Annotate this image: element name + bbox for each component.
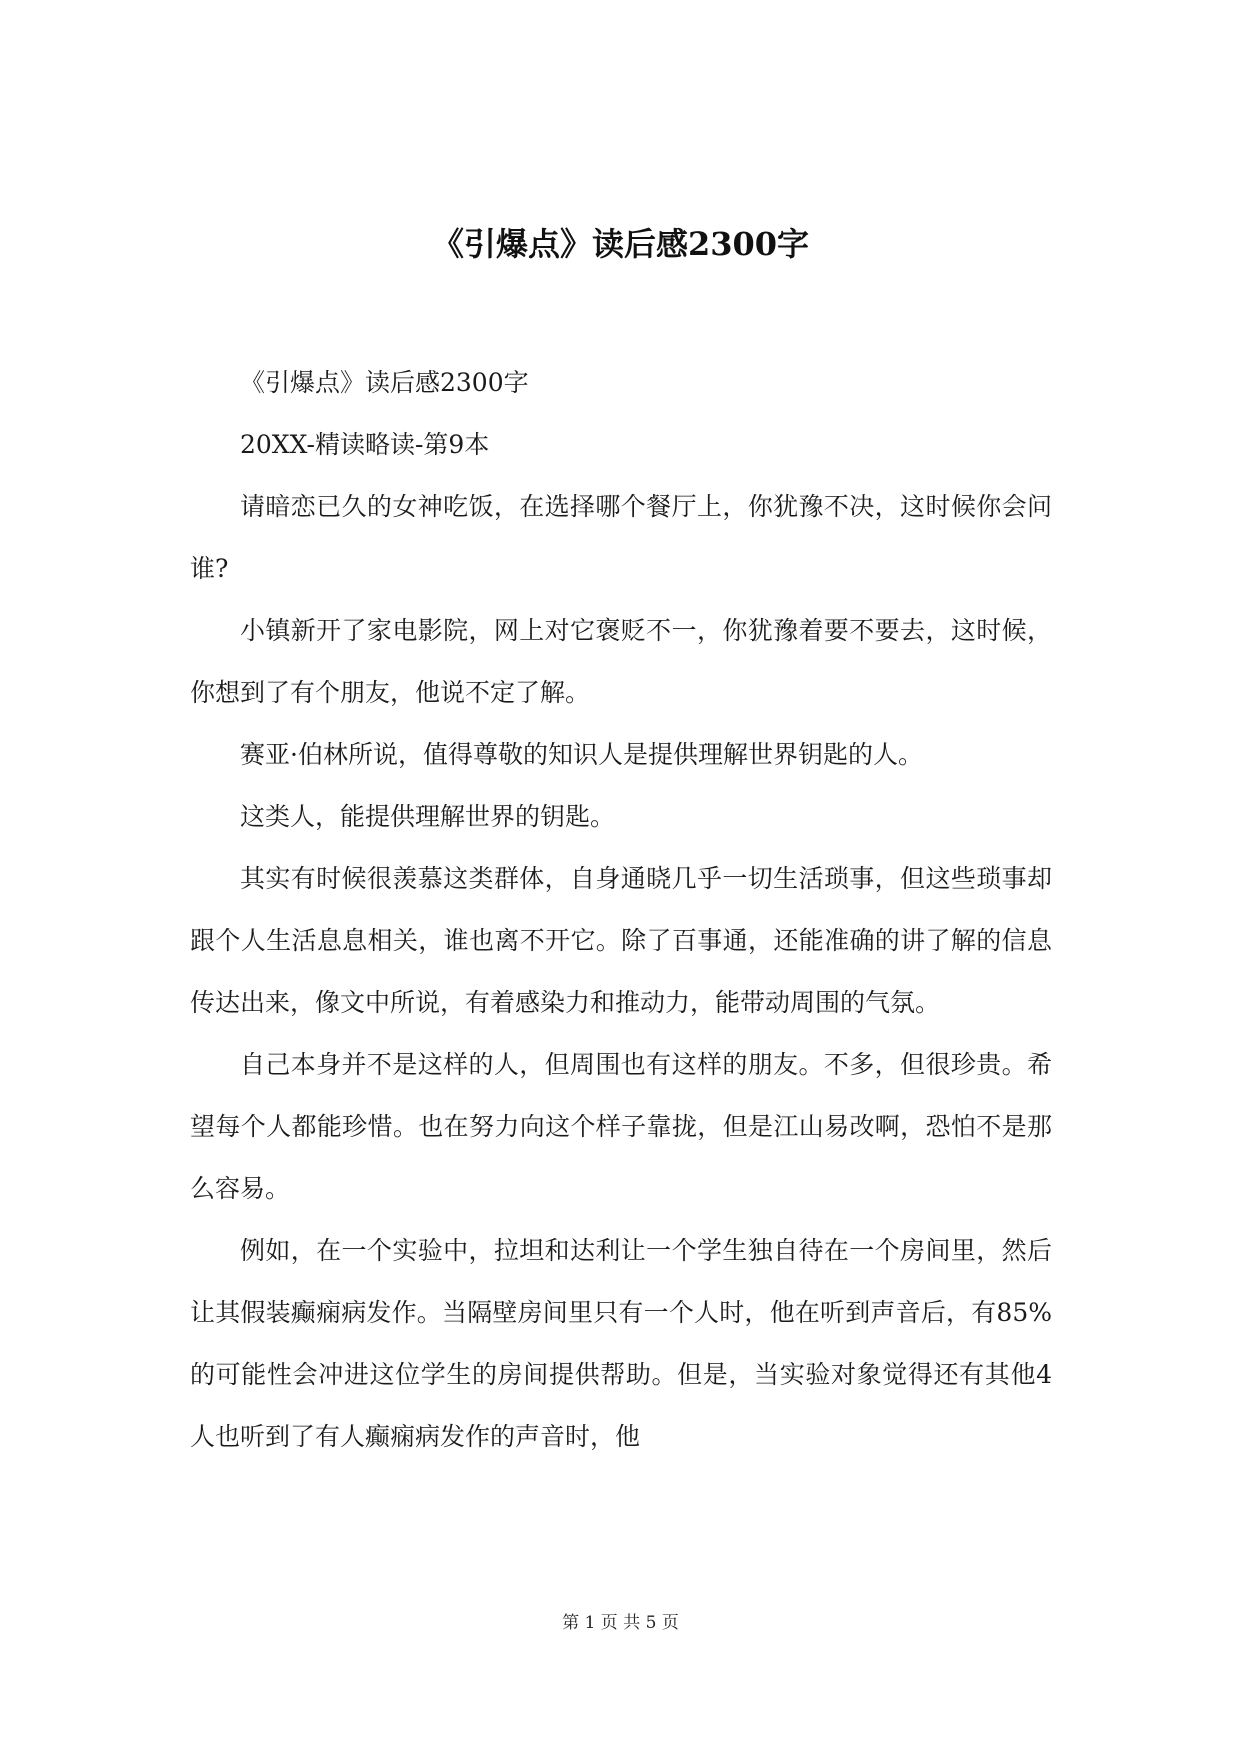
paragraph: 其实有时候很羡慕这类群体，自身通晓几乎一切生活琐事，但这些琐事却跟个人生活息息相关，谁也离不开它。除了百事通，还能准确的讲了解的信息传达出来，像文中所说，有着感染力和推动力，能带动周围的气氛。 <box>190 864 1052 1017</box>
paragraph: 例如，在一个实验中，拉坦和达利让一个学生独自待在一个房间里，然后让其假装癫痫病发作。当隔壁房间里只有一个人时，他在听到声音后，有85%的可能性会冲进这位学生的房间提供帮助。但是，当实验对象觉得还有其他4人也听到了有人癫痫病发作的声音时，他 <box>190 1236 1052 1451</box>
paragraph: 这类人，能提供理解世界的钥匙。 <box>240 802 616 831</box>
page-number-footer: 第 1 页 共 5 页 <box>562 1613 679 1633</box>
document-title: 《引爆点》读后感2300字 <box>431 225 810 263</box>
paragraph: 请暗恋已久的女神吃饭，在选择哪个餐厅上，你犹豫不决，这时候你会问谁? <box>190 492 1052 583</box>
paragraph-series-note: 20XX-精读略读-第9本 <box>240 430 490 459</box>
paragraph-subtitle: 《引爆点》读后感2300字 <box>240 368 529 397</box>
paragraph: 自己本身并不是这样的人，但周围也有这样的朋友。不多，但很珍贵。希望每个人都能珍惜。也在努力向这个样子靠拢，但是江山易改啊，恐怕不是那么容易。 <box>190 1050 1052 1203</box>
paragraph: 赛亚·伯林所说，值得尊敬的知识人是提供理解世界钥匙的人。 <box>240 740 923 769</box>
document-body <box>190 352 1052 1468</box>
paragraph: 小镇新开了家电影院，网上对它褒贬不一，你犹豫着要不要去，这时候，你想到了有个朋友，他说不定了解。 <box>190 616 1052 707</box>
